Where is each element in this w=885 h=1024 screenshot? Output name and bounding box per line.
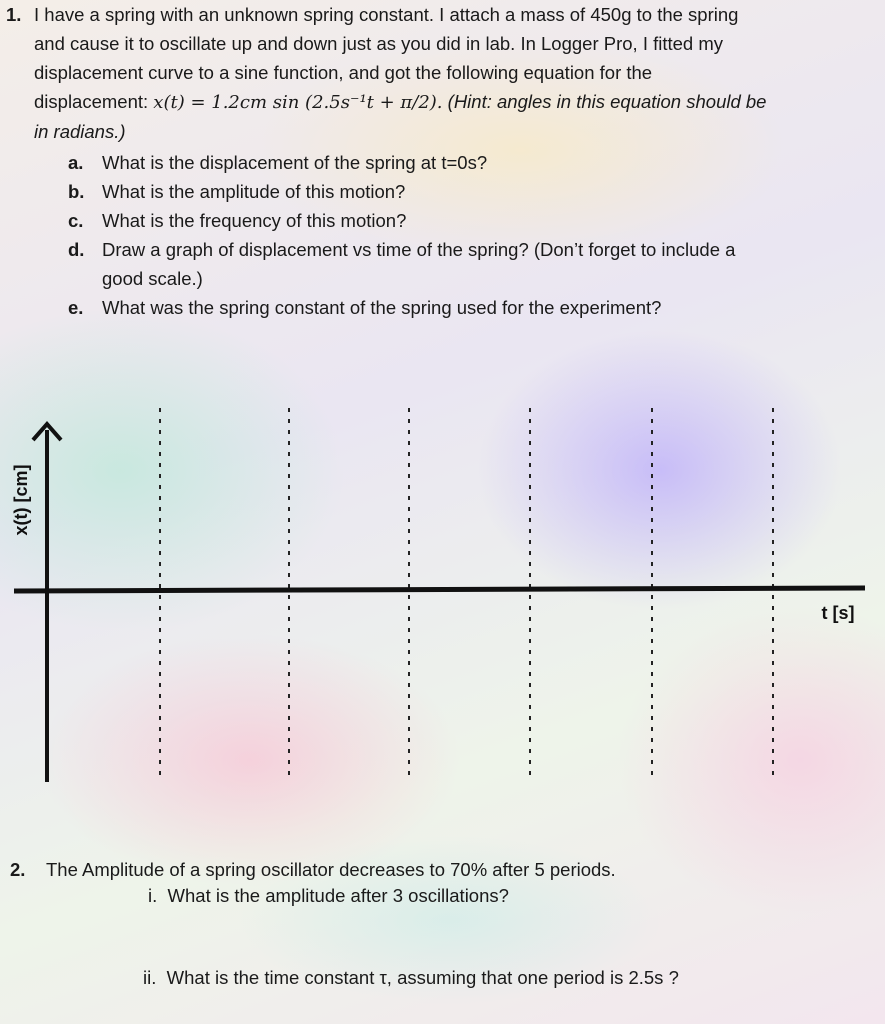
part-b [6, 177, 866, 206]
x-axis-label: t [s] [821, 603, 855, 623]
displacement-graph [0, 400, 885, 800]
displacement-lead: displacement: [34, 91, 154, 112]
part-a-label: a. [68, 152, 84, 173]
question-2-part-i [148, 885, 509, 907]
part-d-label: d. [68, 239, 85, 260]
question-2 [10, 855, 870, 884]
displacement-equation: x(t) = 1.2cm sin (2.5s⁻¹t + π/2). [153, 92, 443, 113]
hint-text: (Hint: angles in this equation should be [442, 91, 767, 112]
x-axis [14, 588, 865, 591]
question-1-line-4 [34, 87, 866, 117]
question-1-line-1: I have a spring with an unknown spring constant. I attach a mass of 450g to the spring [34, 4, 739, 25]
part-ii-text: What is the time constant τ, assuming that one period is 2.5s ? [166, 967, 679, 988]
question-1-number: 1. [6, 4, 22, 25]
part-c-label: c. [68, 210, 84, 231]
part-d [6, 235, 866, 264]
question-1-parts [6, 148, 866, 322]
part-c-text: What is the frequency of this motion? [102, 210, 407, 231]
hint-line-2: in radians.) [34, 121, 126, 142]
question-2-number: 2. [10, 859, 26, 880]
y-axis-label: x(t) [cm] [11, 464, 31, 536]
question-1 [6, 0, 866, 322]
part-i-text: What is the amplitude after 3 oscillations? [167, 885, 509, 906]
part-d-text: Draw a graph of displacement vs time of the spring? (Don’t forget to include a [102, 239, 736, 260]
part-e-text: What was the spring constant of the spring used for the experiment? [102, 297, 662, 318]
part-e-label: e. [68, 297, 84, 318]
question-2-part-ii [143, 967, 679, 989]
part-e [6, 293, 866, 322]
part-a [6, 148, 866, 177]
question-2-text: The Amplitude of a spring oscillator decreases to 70% after 5 periods. [46, 859, 616, 880]
question-1-line-3: displacement curve to a sine function, and got the following equation for the [34, 62, 653, 83]
part-i-label: i. [148, 885, 158, 906]
part-b-label: b. [68, 181, 85, 202]
part-ii-label: ii. [143, 967, 157, 988]
question-1-line-2: and cause it to oscillate up and down just as you did in lab. In Logger Pro, I fitted my [34, 33, 724, 54]
part-a-text: What is the displacement of the spring at t=0s? [102, 152, 488, 173]
time-gridlines [160, 408, 773, 782]
part-b-text: What is the amplitude of this motion? [102, 181, 406, 202]
part-d-continued [6, 264, 866, 293]
part-c [6, 206, 866, 235]
question-1-body [34, 0, 866, 146]
part-d-text-continued: good scale.) [102, 268, 203, 289]
